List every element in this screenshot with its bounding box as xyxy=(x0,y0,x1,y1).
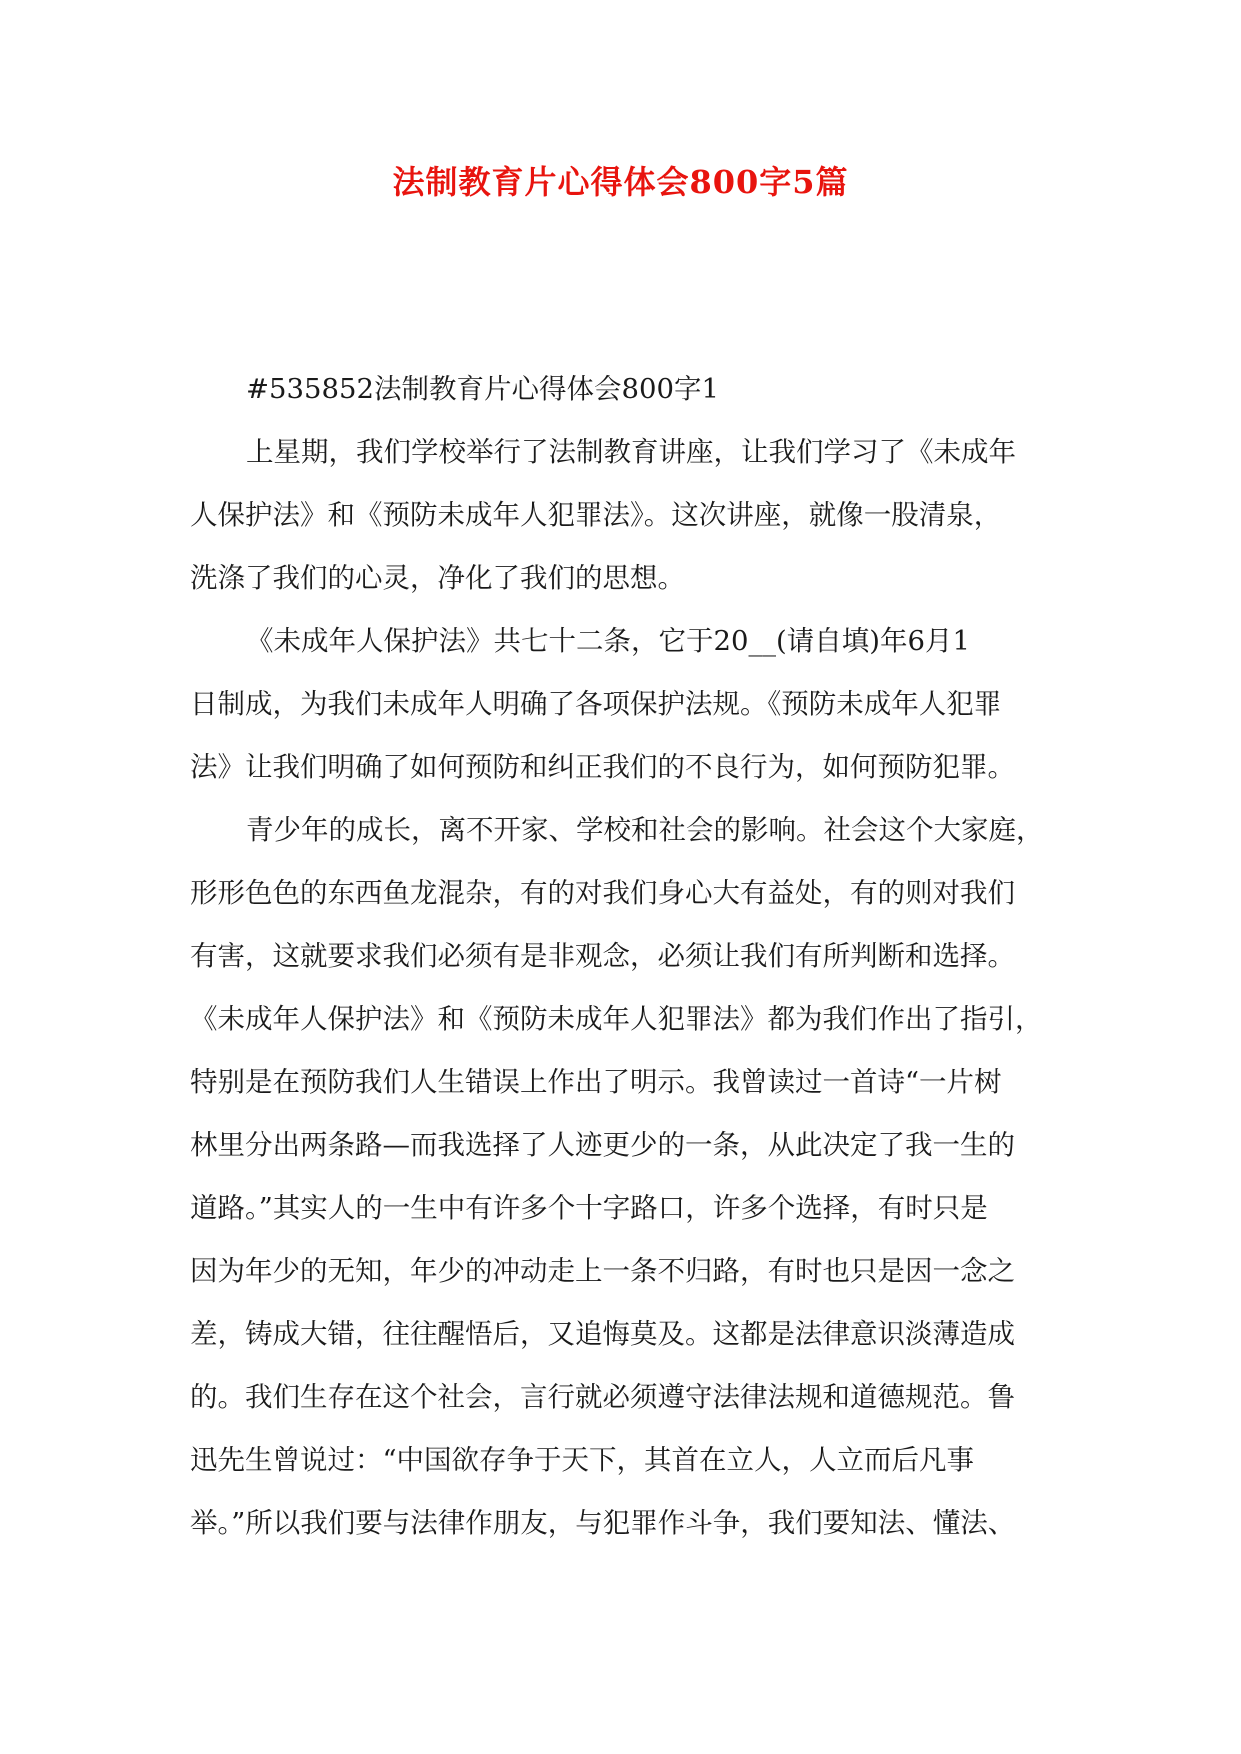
body-line: 道路。”其实人的一生中有许多个十字路口，许多个选择，有时只是 xyxy=(190,1192,988,1224)
body-line: 迅先生曾说过：“中国欲存争于天下，其首在立人，人立而后凡事 xyxy=(190,1444,975,1476)
body-line: 形形色色的东西鱼龙混杂，有的对我们身心大有益处，有的则对我们 xyxy=(190,877,1015,909)
document-title: 法制教育片心得体会800字5篇 xyxy=(392,163,849,201)
body-line: 的。我们生存在这个社会，言行就必须遵守法律法规和道德规范。鲁 xyxy=(190,1381,1015,1413)
body-line: 有害，这就要求我们必须有是非观念，必须让我们有所判断和选择。 xyxy=(190,940,1015,972)
body-line: 差，铸成大错，往往醒悟后，又追悔莫及。这都是法律意识淡薄造成 xyxy=(190,1318,1015,1350)
body-line: 洗涤了我们的心灵，净化了我们的思想。 xyxy=(190,562,685,594)
body-line: 举。”所以我们要与法律作朋友，与犯罪作斗争，我们要知法、懂法、 xyxy=(190,1507,1016,1539)
body-line: 《未成年人保护法》共七十二条，它于20__(请自填)年6月1 xyxy=(246,625,970,657)
body-line: 特别是在预防我们人生错误上作出了明示。我曾读过一首诗“一片树 xyxy=(190,1066,1002,1098)
body-line: 青少年的成长，离不开家、学校和社会的影响。社会这个大家庭， xyxy=(246,814,1044,846)
document-body xyxy=(190,358,1070,1555)
body-line: 人保护法》和《预防未成年人犯罪法》。这次讲座，就像一股清泉， xyxy=(190,499,1002,531)
body-line: 因为年少的无知，年少的冲动走上一条不归路，有时也只是因一念之 xyxy=(190,1255,1015,1287)
body-line: 法》让我们明确了如何预防和纠正我们的不良行为，如何预防犯罪。 xyxy=(190,751,1015,783)
body-line: 《未成年人保护法》和《预防未成年人犯罪法》都为我们作出了指引， xyxy=(190,1003,1043,1035)
body-line: 林里分出两条路—而我选择了人迹更少的一条，从此决定了我一生的 xyxy=(190,1129,1015,1161)
body-line: #535852法制教育片心得体会800字1 xyxy=(246,373,720,405)
body-line: 日制成，为我们未成年人明确了各项保护法规。《预防未成年人犯罪 xyxy=(190,688,1002,720)
body-line: 上星期，我们学校举行了法制教育讲座，让我们学习了《未成年 xyxy=(246,436,1016,468)
